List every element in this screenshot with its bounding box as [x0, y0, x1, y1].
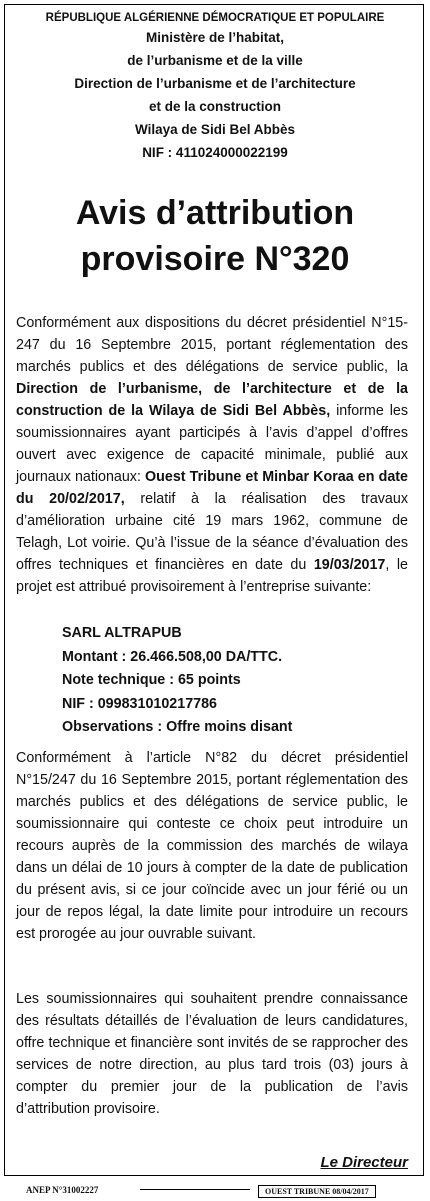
award-amount: Montant : 26.466.508,00 DA/TTC.	[62, 648, 283, 665]
p1-text-2: informe les soumissionnaires ayant participés à l’avis d’appel d’offres ouvert avec exigence de capacité minimale, publié aux journaux nationaux:	[16, 403, 408, 485]
p1-bold-direction: Direction de l’urbanisme, de l’architecture et de la construction de la Wilaya de Sidi Bel Abbès,	[16, 381, 408, 419]
ministry-line-1: Ministère de l’habitat,	[145, 30, 285, 45]
award-details	[62, 622, 292, 740]
notice-title	[0, 190, 430, 282]
footer-source: OUEST TRIBUNE 08/04/2017	[258, 1185, 376, 1198]
paragraph-results: Les soumissionnaires qui souhaitent prendre connaissance des résultats détaillés de l’évaluation de leurs candidatures, offre technique et financière sont invités de se rapprocher des services de notre direction, au plus tard trois (03) jours à compter du premier jour de la publication de l’avis d’attribution provisoire.	[16, 991, 408, 1117]
award-observations: Observations : Offre moins disant	[62, 719, 293, 735]
wilaya-line: Wilaya de Sidi Bel Abbès	[135, 122, 295, 137]
paragraph-intro	[16, 312, 408, 598]
p1-text-3: relatif à la réalisation des travaux d’amélioration urbaine cité 19 mars 1962, commune de Telagh, Lot voirie. Qu’à l’issue de la séance d’évaluation des offres techniques et financières en date du	[16, 491, 408, 573]
p1-bold-date: 19/03/2017	[313, 557, 386, 573]
title-line-1: Avis d’attribution	[75, 194, 355, 232]
paragraph-appeal: Conformément à l’article N°82 du décret présidentiel N°15/247 du 16 Septembre 2015, portant réglementation des marchés publics et des délégations de service public, le soumissionnaire qui conteste ce choix peut introduire un recours auprès de la commission des marchés de wilaya dans un délai de 10 jours à compter de la date de publication du présent avis, si ce jour coïncide avec un jour férié ou un jour de repos légal, la date limite pour introduire un recours est prorogée au jour ouvrable suivant.	[16, 750, 408, 942]
p1-text-4: , le projet est attribué provisoirement à l’entreprise suivante:	[16, 557, 408, 595]
award-company: SARL ALTRAPUB	[62, 625, 182, 641]
award-nif: NIF : 099831010217786	[62, 695, 218, 712]
title-line-2: provisoire N°320	[80, 240, 350, 278]
p1-text-1: Conformément aux dispositions du décret présidentiel N°15-247 du 16 Septembre 2015, portant réglementation des marchés publics et des délégations de service public, la	[16, 315, 408, 375]
direction-line-2: et de la construction	[148, 99, 282, 114]
signature: Le Directeur	[320, 1154, 408, 1171]
award-tech-score: Note technique : 65 points	[62, 672, 241, 688]
republic-line: RÉPUBLIQUE ALGÉRIENNE DÉMOCRATIQUE ET POPULAIRE	[45, 12, 385, 24]
notice-header	[0, 10, 430, 164]
ministry-line-2: de l’urbanisme et de la ville	[127, 53, 303, 68]
direction-line-1: Direction de l’urbanisme et de l’architecture	[74, 76, 356, 91]
footer-divider	[140, 1189, 250, 1190]
p1-bold-newspapers: Ouest Tribune et Minbar Koraa en date du 20/02/2017,	[16, 469, 408, 507]
nif-line: NIF : 411024000022199	[142, 145, 288, 160]
footer-anep: ANEP N°31002227	[26, 1185, 99, 1195]
